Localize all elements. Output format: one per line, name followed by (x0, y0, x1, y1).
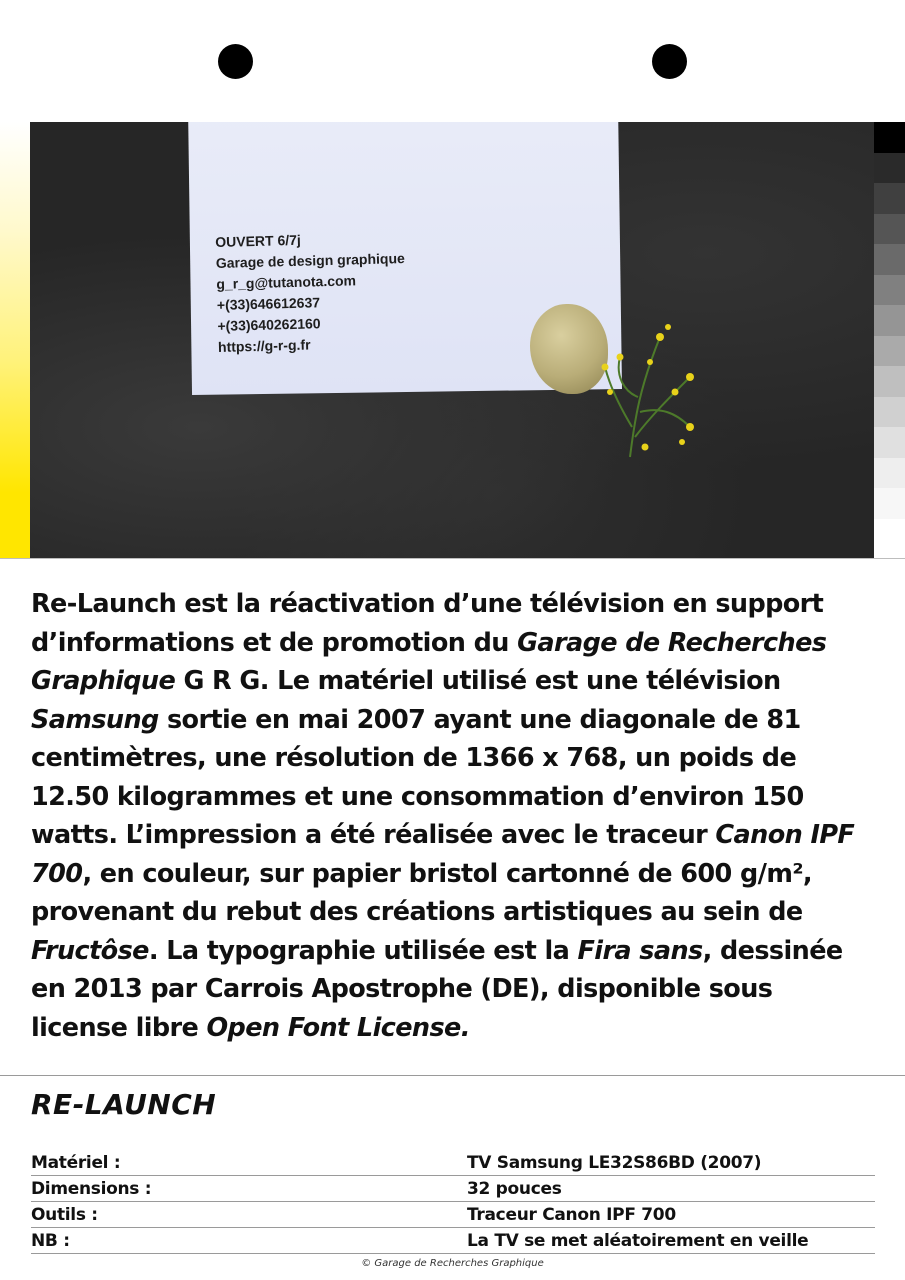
spec-label: Outils : (31, 1205, 98, 1225)
desc-text: Re-Launch est la réactivation d’une télévision en support d’informations et de promotion du (31, 589, 824, 658)
yellow-color-strip (0, 122, 30, 558)
desc-italic: Garage de Recherches Graphique (31, 627, 827, 696)
flower-plant-icon (590, 317, 700, 467)
grayscale-strip (874, 122, 905, 558)
desc-italic: Samsung (31, 704, 159, 735)
spec-label: NB : (31, 1231, 70, 1251)
spec-value: TV Samsung LE32S86BD (2007) (467, 1153, 762, 1173)
desc-text: sortie en mai 2007 ayant une diagonale de 81 centimètres, une résolution de 1366 x 768, un poids de 12.50 kilogrammes et une consommation d’environ 150 watts. L’impression a été réalisée avec le traceur (31, 704, 804, 850)
spec-value: La TV se met aléatoirement en veille (467, 1231, 809, 1251)
desc-italic: Fira sans (577, 935, 703, 966)
desc-text: G R G. Le matériel utilisé est une télévision (175, 666, 781, 696)
spec-value: 32 pouces (467, 1179, 562, 1199)
card-line: +(33)640262160 (217, 315, 321, 334)
card-line: Garage de design graphique (215, 250, 406, 271)
spec-label: Matériel : (31, 1153, 121, 1173)
spec-label: Dimensions : (31, 1179, 152, 1199)
paper-card-text (215, 227, 407, 358)
section-divider (0, 1075, 905, 1076)
card-line: https://g-r-g.fr (217, 336, 311, 355)
description-paragraph (31, 585, 876, 1047)
desc-text: , en couleur, sur papier bristol cartonné de 600 g/m², provenant du rebut des créations artistiques au sein de (31, 858, 812, 927)
desc-italic: Open Font License. (206, 1012, 470, 1043)
binder-hole-right (652, 44, 687, 79)
section-title: RE-LAUNCH (31, 1088, 217, 1121)
photo-divider (0, 558, 905, 559)
spec-row (31, 1228, 875, 1254)
specs-table (31, 1150, 875, 1254)
card-line: g_r_g@tutanota.com (216, 272, 357, 292)
binder-hole-left (218, 44, 253, 79)
card-line: OUVERT 6/7j (215, 231, 302, 250)
photo (30, 122, 874, 558)
desc-italic: Fructôse (31, 935, 149, 966)
spec-value: Traceur Canon IPF 700 (467, 1205, 676, 1225)
desc-text: . La typographie utilisée est la (148, 935, 578, 966)
desc-italic: Canon IPF 700 (31, 820, 855, 889)
spec-row (31, 1150, 875, 1176)
desc-text: , dessinée en 2013 par Carrois Apostrophe (DE), disponible sous license libre (31, 935, 843, 1043)
footer-copyright: © Garage de Recherches Graphique (361, 1258, 544, 1269)
spec-row (31, 1176, 875, 1202)
spec-row (31, 1202, 875, 1228)
card-line: +(33)646612637 (216, 294, 321, 313)
